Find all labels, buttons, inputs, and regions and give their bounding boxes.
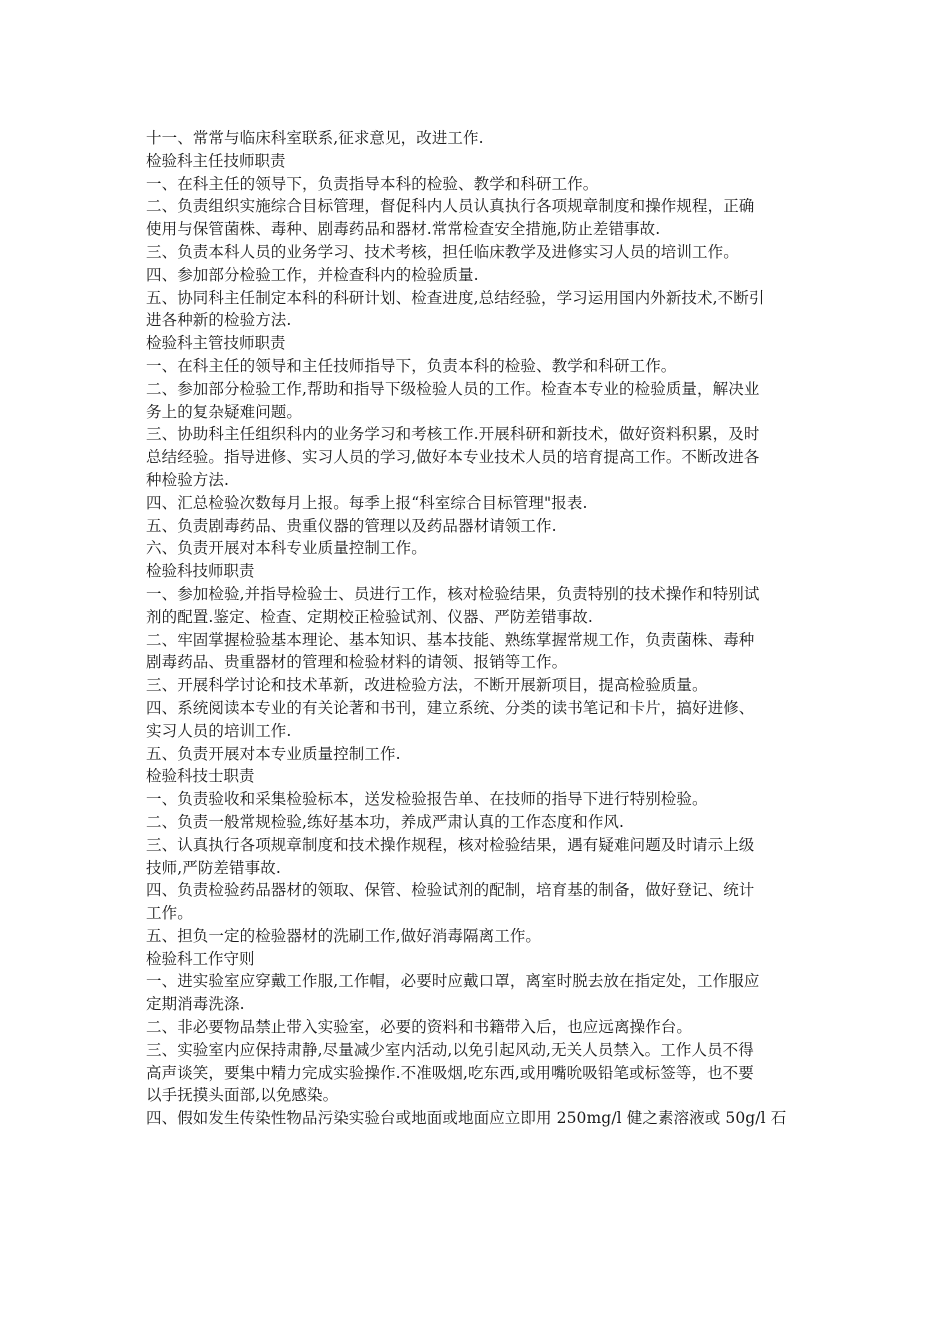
text-line: 二、牢固掌握检验基本理论、基本知识、基本技能、熟练掌握常规工作，负责菌株、毒种 xyxy=(146,630,755,649)
document-body xyxy=(146,127,810,1130)
text-line: 三、协助科主任组织科内的业务学习和考核工作.开展科研和新技术，做好资料积累，及时 xyxy=(146,425,760,444)
text-line: 实习人员的培训工作. xyxy=(146,721,292,740)
text-line: 五、负责剧毒药品、贵重仪器的管理以及药品器材请领工作. xyxy=(146,516,557,535)
text-line: 三、实验室内应保持肃静,尽量减少室内活动,以免引起风动,无关人员禁入。工作人员不得 xyxy=(146,1040,754,1059)
text-line: 三、认真执行各项规章制度和技术操作规程，核对检验结果，遇有疑难问题及时请示上级 xyxy=(146,835,755,854)
text-line: 一、在科主任的领导下，负责指导本科的检验、教学和科研工作。 xyxy=(146,174,599,193)
text-line: 种检验方法. xyxy=(146,470,230,489)
text-line: 十一、常常与临床科室联系,征求意见，改进工作. xyxy=(146,129,484,147)
text-line: 二、负责组织实施综合目标管理，督促科内人员认真执行各项规章制度和操作规程，正确 xyxy=(146,197,755,216)
text-line: 务上的复杂疑难问题。 xyxy=(146,402,303,421)
text-line: 以手抚摸头面部,以免感染。 xyxy=(146,1086,339,1105)
section-heading: 检验科工作守则 xyxy=(146,949,255,968)
text-line: 剧毒药品、贵重器材的管理和检验材料的请领、报销等工作。 xyxy=(146,653,568,672)
text-line: 二、参加部分检验工作,帮助和指导下级检验人员的工作。检查本专业的检验质量，解决业 xyxy=(146,379,760,398)
text-line: 定期消毒洗涤. xyxy=(146,995,245,1014)
text-line: 四、负责检验药品器材的领取、保管、检验试剂的配制，培育基的制备，做好登记、统计 xyxy=(146,881,755,900)
text-line: 一、进实验室应穿戴工作服,工作帽，必要时应戴口罩，离室时脱去放在指定处，工作服应 xyxy=(146,972,760,991)
text-line: 一、负责验收和采集检验标本，送发检验报告单、在技师的指导下进行特别检验。 xyxy=(146,790,708,809)
text-line: 二、非必要物品禁止带入实验室，必要的资料和书籍带入后，也应远离操作台。 xyxy=(146,1018,693,1037)
text-line: 一、在科主任的领导和主任技师指导下，负责本科的检验、教学和科研工作。 xyxy=(146,356,677,375)
text-line: 工作。 xyxy=(146,904,193,923)
text-line: 五、担负一定的检验器材的洗刷工作,做好消毒隔离工作。 xyxy=(146,926,542,945)
text-line: 四、系统阅读本专业的有关论著和书刊，建立系统、分类的读书笔记和卡片，搞好进修、 xyxy=(146,698,755,717)
text-line: 使用与保管菌株、毒种、剧毒药品和器材.常常检查安全措施,防止差错事故. xyxy=(146,220,661,239)
section-heading: 检验科主管技师职责 xyxy=(146,334,286,353)
text-line: 进各种新的检验方法. xyxy=(146,311,292,330)
section-heading: 检验科主任技师职责 xyxy=(146,151,286,170)
text-line: 剂的配置.鉴定、检查、定期校正检验试剂、仪器、严防差错事故. xyxy=(146,607,593,626)
section-heading: 检验科技士职责 xyxy=(146,767,255,786)
text-line: 六、负责开展对本科专业质量控制工作。 xyxy=(146,539,427,558)
text-line: 四、参加部分检验工作，并检查科内的检验质量. xyxy=(146,265,479,284)
text-line: 五、负责开展对本专业质量控制工作. xyxy=(146,744,401,763)
text-line: 四、汇总检验次数每月上报。每季上报“科室综合目标管理"报表. xyxy=(146,493,588,512)
text-line: 高声谈笑，要集中精力完成实验操作.不准吸烟,吃东西,或用嘴吮吸铅笔或标签等，也不要 xyxy=(146,1063,754,1082)
text-line: 五、协同科主任制定本科的科研计划、检查进度,总结经验，学习运用国内外新技术,不断引 xyxy=(146,288,765,307)
text-line: 总结经验。指导进修、实习人员的学习,做好本专业技术人员的培育提高工作。不断改进各 xyxy=(146,448,760,467)
text-line: 一、参加检验,并指导检验士、员进行工作，核对检验结果，负责特别的技术操作和特别试 xyxy=(146,584,760,603)
text-line: 四、假如发生传染性物品污染实验台或地面或地面应立即用 250mg/l 健之素溶液或 50g/l 石 xyxy=(146,1109,787,1128)
section-heading: 检验科技师职责 xyxy=(146,562,255,581)
text-line: 三、负责本科人员的业务学习、技术考核，担任临床教学及进修实习人员的培训工作。 xyxy=(146,242,739,261)
text-line: 三、开展科学讨论和技术革新，改进检验方法，不断开展新项目，提高检验质量。 xyxy=(146,676,708,695)
text-line: 二、负责一般常规检验,练好基本功，养成严肃认真的工作态度和作风. xyxy=(146,812,625,831)
text-line: 技师,严防差错事故. xyxy=(146,858,281,877)
